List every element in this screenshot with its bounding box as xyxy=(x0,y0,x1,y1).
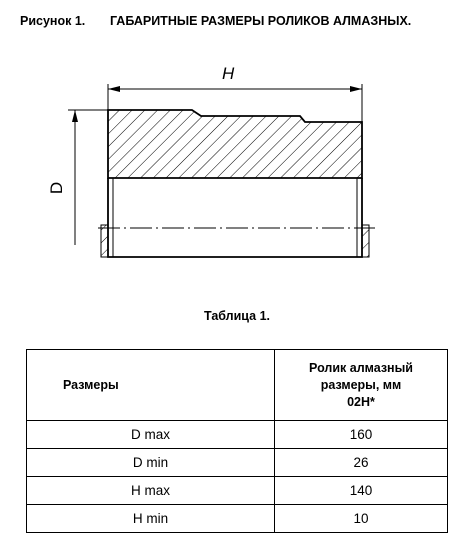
header-roller-line3: 02Н* xyxy=(347,394,375,409)
row-label: H max xyxy=(27,477,275,505)
row-label: H min xyxy=(27,505,275,533)
table-row xyxy=(27,421,448,449)
table-caption: Таблица 1. xyxy=(204,309,270,323)
row-label: D max xyxy=(27,421,275,449)
row-value: 26 xyxy=(275,449,448,477)
header-roller xyxy=(275,350,448,421)
row-value: 10 xyxy=(275,505,448,533)
figure-number: Рисунок 1. xyxy=(20,14,86,28)
table-row xyxy=(27,477,448,505)
table-row xyxy=(27,505,448,533)
row-label: D min xyxy=(27,449,275,477)
row-value: 160 xyxy=(275,421,448,449)
figure-caption: ГАБАРИТНЫЕ РАЗМЕРЫ РОЛИКОВ АЛМАЗНЫХ. xyxy=(110,14,412,28)
header-roller-line2: размеры, мм xyxy=(320,377,402,392)
sizes-table xyxy=(26,349,448,533)
roller-body xyxy=(108,178,362,257)
table-header-row xyxy=(27,350,448,421)
row-value: 140 xyxy=(275,477,448,505)
header-sizes: Размеры xyxy=(27,350,275,421)
table-row xyxy=(27,449,448,477)
dimension-h-label: H xyxy=(222,64,235,83)
roller-section xyxy=(108,110,362,178)
dimension-d-label: D xyxy=(47,181,67,195)
header-roller-line1: Ролик алмазный xyxy=(309,360,413,375)
